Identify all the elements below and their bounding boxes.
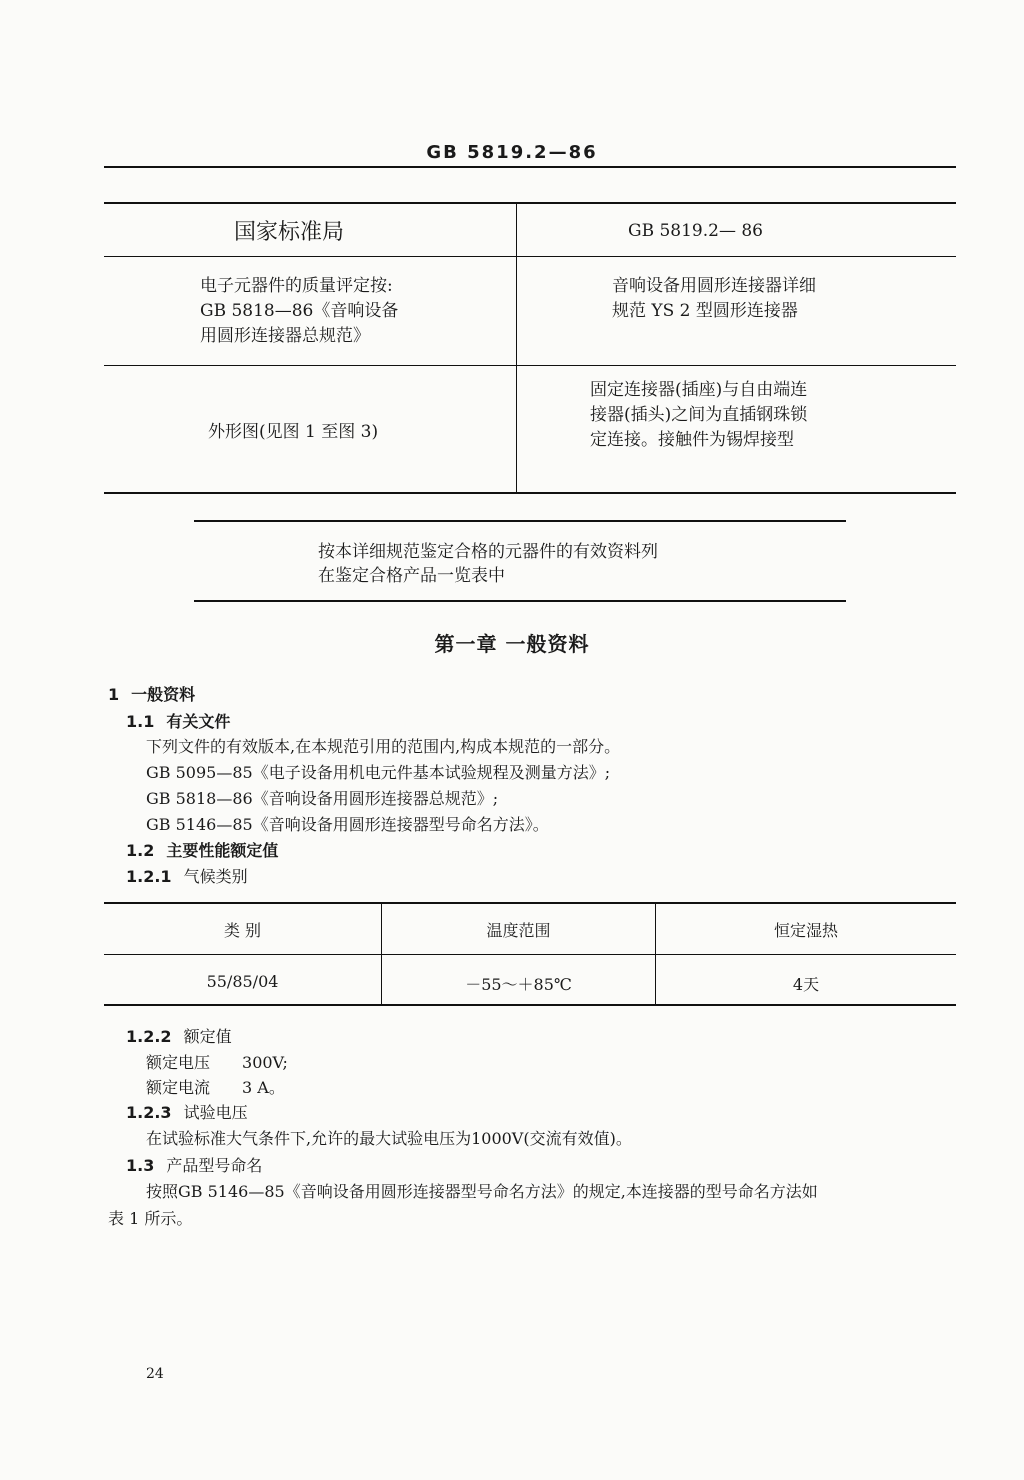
rated-voltage: 额定电压 300V; (146, 1053, 288, 1072)
header-rule (104, 166, 956, 168)
section-1-1-text: 下列文件的有效版本,在本规范引用的范围内,构成本规范的一部分。 (146, 737, 621, 756)
table-top-rule (104, 902, 956, 904)
section-1-3-text-line: 表 1 所示。 (108, 1209, 193, 1228)
chapter-title: 第一章 一般资料 (434, 632, 590, 656)
assessment-basis: 电子元器件的质量评定按: GB 5818—86《音响设备 用圆形连接器总规范》 (200, 276, 399, 346)
header-temperature-range: 温度范围 (486, 921, 551, 940)
table-divider (516, 202, 517, 494)
table-top-rule (104, 202, 956, 204)
specification-title: 音响设备用圆形连接器详细 规范 YS 2 型圆形连接器 (612, 276, 816, 321)
table-bottom-rule (104, 1004, 956, 1006)
cell-damp-heat: 4天 (792, 975, 820, 994)
outline-drawing-ref: 外形图(见图 1 至图 3) (208, 422, 379, 442)
standard-number: GB 5819.2— 86 (628, 221, 763, 241)
section-1-2-heading: 1.2 主要性能额定值 (126, 841, 279, 860)
document-code: GB 5819.2—86 (426, 142, 598, 163)
table-bottom-rule (104, 492, 956, 494)
table-row-rule (104, 256, 956, 257)
header-category: 类 别 (223, 921, 262, 940)
section-1-2-2-heading: 1.2.2 额定值 (126, 1027, 232, 1046)
qualification-note: 按本详细规范鉴定合格的元器件的有效资料列 在鉴定合格产品一览表中 (318, 542, 658, 586)
issuer-name: 国家标准局 (234, 220, 345, 245)
section-1-2-3-text: 在试验标准大气条件下,允许的最大试验电压为1000V(交流有效值)。 (146, 1129, 632, 1148)
reference-item: GB 5095—85《电子设备用机电元件基本试验规程及测量方法》; (146, 763, 611, 782)
climate-category-table (104, 902, 956, 1006)
table-row-rule (104, 365, 956, 366)
note-bottom-rule (194, 600, 846, 602)
cell-temperature-range: －55～＋85℃ (465, 975, 572, 994)
table-header-rule (104, 954, 956, 955)
connector-description: 固定连接器(插座)与自由端连 接器(插头)之间为直插钢珠锁 定连接。接触件为锡焊接型 (590, 380, 808, 450)
reference-item: GB 5818—86《音响设备用圆形连接器总规范》; (146, 789, 499, 808)
reference-item: GB 5146—85《音响设备用圆形连接器型号命名方法》。 (146, 815, 549, 834)
identification-table (104, 202, 956, 494)
page-number: 24 (146, 1366, 164, 1382)
section-1-heading: 1 一般资料 (108, 685, 196, 704)
cell-category: 55/85/04 (206, 972, 279, 991)
section-1-2-3-heading: 1.2.3 试验电压 (126, 1103, 248, 1122)
section-1-2-1-heading: 1.2.1 气候类别 (126, 867, 248, 886)
header-damp-heat: 恒定湿热 (773, 921, 838, 940)
section-1-3-heading: 1.3 产品型号命名 (126, 1156, 263, 1175)
note-top-rule (194, 520, 846, 522)
section-1-3-text-line: 按照GB 5146—85《音响设备用圆形连接器型号命名方法》的规定,本连接器的型号命名方法如 (146, 1182, 818, 1201)
rated-current: 额定电流 3 A。 (146, 1078, 285, 1097)
section-1-1-heading: 1.1 有关文件 (126, 712, 231, 731)
